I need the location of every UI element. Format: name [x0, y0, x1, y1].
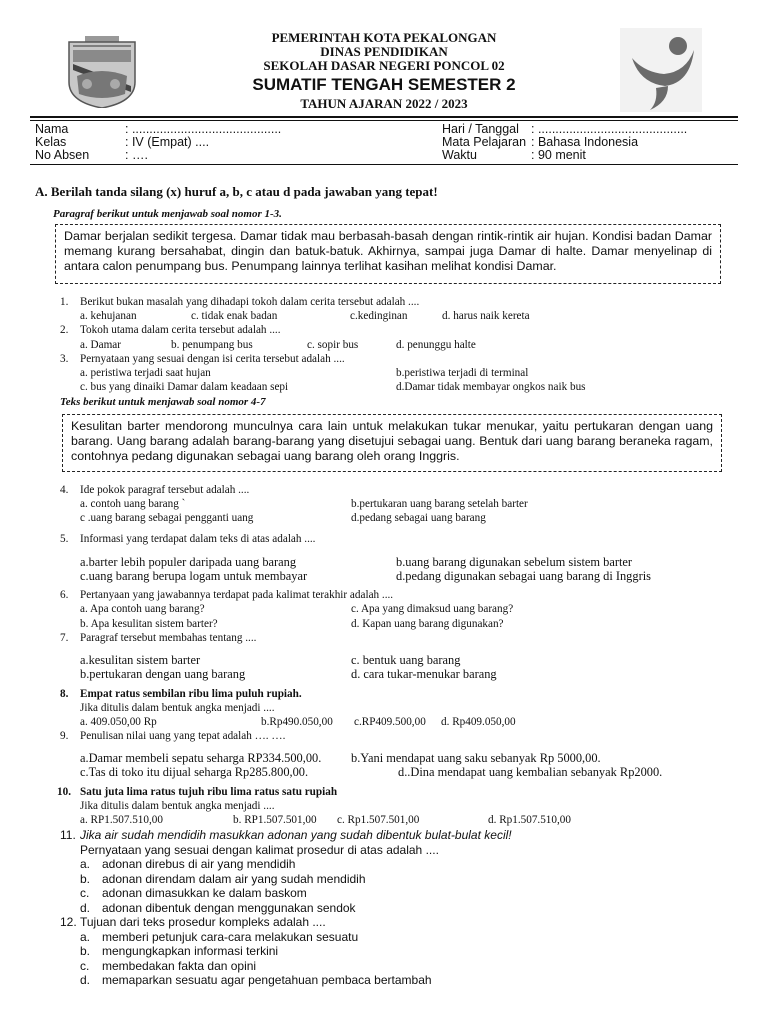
header-government: PEMERINTAH KOTA PEKALONGAN [271, 30, 497, 45]
q3-option-a[interactable]: a. peristiwa terjadi saat hujan [80, 367, 211, 379]
q12-option-d-letter[interactable]: d. [80, 973, 91, 987]
q10-option-c[interactable]: c. Rp1.507.501,00 [337, 814, 420, 826]
q8-number: 8. [60, 688, 69, 700]
q2-option-d[interactable]: d. penunggu halte [396, 339, 476, 351]
q3-option-c[interactable]: c. bus yang dinaiki Damar dalam keadaan sepi [80, 381, 289, 393]
q2-option-a[interactable]: a. Damar [80, 339, 121, 351]
q7-text: Paragraf tersebut membahas tentang .... [80, 632, 257, 644]
identity-divider [30, 164, 738, 165]
q9-option-d[interactable]: d..Dina mendapat uang kembalian sebanyak Rp2000. [398, 765, 663, 779]
subject-label: Mata Pelajaran [442, 135, 527, 149]
q12-option-c[interactable]: membedakan fakta dan opini [102, 959, 257, 973]
q5-option-c[interactable]: c.uang barang berupa logam untuk membayar [80, 569, 308, 583]
date-field[interactable]: : ........................................... [531, 122, 688, 136]
q5-option-b[interactable]: b.uang barang digunakan sebelum sistem barter [396, 555, 633, 569]
class-field: : IV (Empat) .... [125, 135, 210, 149]
header-divider [30, 116, 738, 121]
q8-option-a[interactable]: a. 409.050,00 Rp [80, 716, 157, 728]
q4-option-b[interactable]: b.pertukaran uang barang setelah barter [351, 498, 528, 510]
q7-option-b[interactable]: b.pertukaran dengan uang barang [80, 667, 246, 681]
q10-option-a[interactable]: a. RP1.507.510,00 [80, 814, 163, 826]
q1-option-d[interactable]: d. harus naik kereta [442, 310, 530, 322]
q1-option-a[interactable]: a. kehujanan [80, 310, 137, 322]
q4-number: 4. [60, 484, 69, 496]
q5-option-a[interactable]: a.barter lebih populer daripada uang barang [80, 555, 297, 569]
q5-text: Informasi yang terdapat dalam teks di atas adalah .... [80, 533, 316, 545]
q2-text: Tokoh utama dalam cerita tersebut adalah .... [80, 324, 281, 336]
passage2-text: Kesulitan barter mendorong munculnya cara lain untuk melakukan tukar menukar, yaitu pertukaran dengan uang barang. Uang barang adalah barang-barang yang disetujui sebagai uang. Bentuk dari uang barang beraneka ragam, contohnya pedang digunakan sebagai uang barang oleh orang Inggris. [71, 419, 713, 463]
q2-option-b[interactable]: b. penumpang bus [171, 339, 253, 351]
q8-option-b[interactable]: b.Rp490.050,00 [261, 716, 333, 728]
name-field[interactable]: : ........................................... [125, 122, 282, 136]
absen-field[interactable]: : …. [125, 148, 148, 162]
q3-option-b[interactable]: b.peristiwa terjadi di terminal [396, 367, 529, 379]
q6-option-c[interactable]: c. Apa yang dimaksud uang barang? [351, 603, 514, 615]
q12-number: 12. [60, 915, 77, 929]
q11-option-c-letter[interactable]: c. [80, 886, 90, 900]
q9-number: 9. [60, 730, 69, 742]
class-label: Kelas [35, 135, 67, 149]
q1-option-b[interactable]: c. tidak enak badan [191, 310, 278, 322]
section-a-instruction: A. Berilah tanda silang (x) huruf a, b, c atau d pada jawaban yang tepat! [35, 184, 438, 199]
q11-option-c[interactable]: adonan dimasukkan ke dalam baskom [102, 886, 307, 900]
q8-text: Empat ratus sembilan ribu lima puluh rupiah. [80, 688, 302, 700]
page-title: SUMATIF TENGAH SEMESTER 2 [252, 75, 516, 94]
passage1-intro: Paragraf berikut untuk menjawab soal nomor 1-3. [53, 208, 282, 220]
time-label: Waktu [442, 148, 477, 162]
q11-option-a-letter[interactable]: a. [80, 857, 91, 871]
q11-option-a[interactable]: adonan direbus di air yang mendidih [102, 857, 296, 871]
q8-option-d[interactable]: d. Rp409.050,00 [441, 716, 516, 728]
q11-number: 11. [60, 828, 76, 842]
q4-option-d[interactable]: d.pedang sebagai uang barang [351, 512, 486, 524]
q11-option-d[interactable]: adonan dibentuk dengan menggunakan sendok [102, 901, 356, 915]
q3-option-d[interactable]: d.Damar tidak membayar ongkos naik bus [396, 381, 586, 393]
header-department: DINAS PENDIDIKAN [320, 44, 448, 59]
q10-subtext: Jika ditulis dalam bentuk angka menjadi .... [80, 800, 275, 812]
q10-number: 10. [57, 786, 71, 798]
q5-option-d[interactable]: d.pedang digunakan sebagai uang barang di Inggris [396, 569, 651, 583]
q10-option-d[interactable]: d. Rp1.507.510,00 [488, 814, 571, 826]
q12-option-d[interactable]: memaparkan sesuatu agar pengetahuan pembaca bertambah [102, 973, 432, 987]
q12-option-b-letter[interactable]: b. [80, 944, 91, 958]
q6-option-a[interactable]: a. Apa contoh uang barang? [80, 603, 205, 615]
absen-label: No Absen [35, 148, 90, 162]
q7-option-c[interactable]: c. bentuk uang barang [351, 653, 461, 667]
q7-number: 7. [60, 632, 69, 644]
q9-option-a[interactable]: a.Damar membeli sepatu seharga RP334.500,00. [80, 751, 322, 765]
q7-option-d[interactable]: d. cara tukar-menukar barang [351, 667, 497, 681]
q10-text: Satu juta lima ratus tujuh ribu lima ratus satu rupiah [80, 786, 338, 798]
q9-option-b[interactable]: b.Yani mendapat uang saku sebanyak Rp 5000,00. [351, 751, 601, 765]
passage2-box [62, 414, 722, 472]
q11-option-d-letter[interactable]: d. [80, 901, 91, 915]
subject-field: : Bahasa Indonesia [531, 135, 639, 149]
q1-option-c[interactable]: c.kedinginan [350, 310, 408, 322]
q1-text: Berikut bukan masalah yang dihadapi tokoh dalam cerita tersebut adalah .... [80, 296, 420, 308]
q9-text: Penulisan nilai uang yang tepat adalah …. …. [80, 730, 286, 742]
name-label: Nama [35, 122, 69, 136]
q10-option-b[interactable]: b. RP1.507.501,00 [233, 814, 317, 826]
passage1-box [55, 224, 721, 284]
q4-text: Ide pokok paragraf tersebut adalah .... [80, 484, 250, 496]
q8-option-c[interactable]: c.RP409.500,00 [354, 716, 426, 728]
q11-option-b-letter[interactable]: b. [80, 872, 91, 886]
q1-number: 1. [60, 296, 69, 308]
date-label: Hari / Tanggal [442, 122, 519, 136]
q5-number: 5. [60, 533, 69, 545]
q11-text: Jika air sudah mendidih masukkan adonan yang sudah dibentuk bulat-bulat kecil! [80, 828, 512, 842]
q9-option-c[interactable]: c.Tas di toko itu dijual seharga Rp285.800,00. [80, 765, 309, 779]
q3-text: Pernyataan yang sesuai dengan isi cerita tersebut adalah .... [80, 353, 345, 365]
q2-number: 2. [60, 324, 69, 336]
passage2-intro: Teks berikut untuk menjawab soal nomor 4-7 [60, 396, 266, 408]
q7-option-a[interactable]: a.kesulitan sistem barter [80, 653, 201, 667]
academic-year: TAHUN AJARAN 2022 / 2023 [300, 96, 468, 111]
q4-option-a[interactable]: a. contoh uang barang ` [80, 498, 186, 510]
q6-option-b[interactable]: b. Apa kesulitan sistem barter? [80, 618, 218, 630]
time-field: : 90 menit [531, 148, 586, 162]
q12-option-c-letter[interactable]: c. [80, 959, 90, 973]
q12-option-a-letter[interactable]: a. [80, 930, 91, 944]
q12-option-a[interactable]: memberi petunjuk cara-cara melakukan sesuatu [102, 930, 359, 944]
q2-option-c[interactable]: c. sopir bus [307, 339, 359, 351]
q6-number: 6. [60, 589, 69, 601]
q11-option-b[interactable]: adonan direndam dalam air yang sudah mendidih [102, 872, 366, 886]
q12-option-b[interactable]: mengungkapkan informasi terkini [102, 944, 279, 958]
q12-text: Tujuan dari teks prosedur kompleks adalah .... [80, 915, 326, 929]
q3-number: 3. [60, 353, 69, 365]
passage1-text: Damar berjalan sedikit tergesa. Damar tidak mau berbasah-basah dengan rintik-rintik air hujan. Kondisi badan Damar memang kurang bersahabat, dingin dan batuk-batuk. Akhirnya, sampai juga Damar di halte. Damar menyelinap di antara calon penumpang bus. Penumpang lainnya terlihat kasihan melihat kondisi Damar. [64, 229, 712, 273]
header-school: SEKOLAH DASAR NEGERI PONCOL 02 [263, 58, 505, 73]
q4-option-c[interactable]: c .uang barang sebagai pengganti uang [80, 512, 254, 524]
q6-option-d[interactable]: d. Kapan uang barang digunakan? [351, 618, 504, 630]
q6-text: Pertanyaan yang jawabannya terdapat pada kalimat terakhir adalah .... [80, 589, 394, 601]
q8-subtext: Jika ditulis dalam bentuk angka menjadi .... [80, 702, 275, 714]
q11-subtext: Pernyataan yang sesuai dengan kalimat prosedur di atas adalah .... [80, 843, 439, 857]
